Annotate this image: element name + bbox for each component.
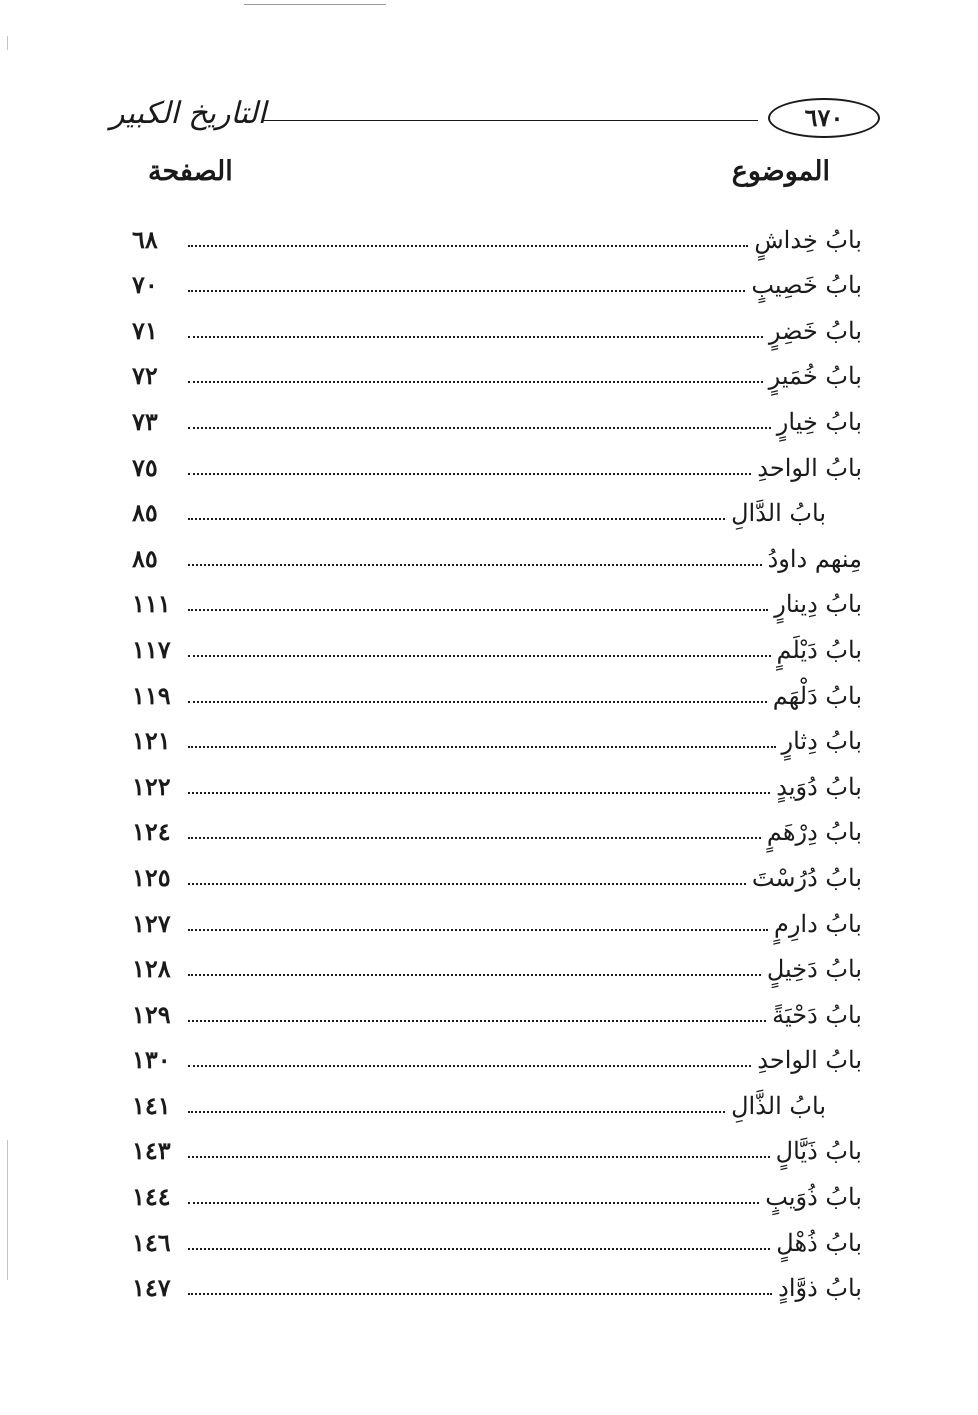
toc-entry (132, 349, 862, 395)
toc-entry (132, 1033, 862, 1079)
header-rule (262, 120, 758, 121)
toc-entry-page: ١٢١ (132, 726, 171, 756)
dot-leader (188, 1293, 772, 1295)
toc-entry-title: بابُ دارِمٍ (773, 909, 862, 938)
toc-entry (132, 1261, 862, 1307)
scan-margin-mark (7, 1140, 8, 1280)
toc-entry-title: بابُ دِثارٍ (781, 727, 862, 756)
toc-entry-page: ٦٨ (132, 224, 158, 254)
dot-leader (188, 290, 745, 292)
dot-leader (188, 1156, 770, 1158)
dot-leader (188, 473, 751, 475)
toc-entry (132, 258, 862, 304)
toc-entry-title: بابُ ذَيَّالٍ (775, 1137, 862, 1166)
toc-entry-title: بابُ الواحدِ (757, 453, 862, 482)
toc-entry-title: بابُ دَخِيلٍ (766, 955, 862, 984)
dot-leader (188, 929, 768, 931)
toc-entry (132, 1124, 862, 1170)
dot-leader (188, 1020, 766, 1022)
toc-entry-page: ١٢٧ (132, 908, 171, 938)
topic-column-heading: الموضوع (731, 156, 830, 187)
toc-entry (132, 896, 862, 942)
toc-entry (132, 1215, 862, 1261)
toc-entry-page: ٧٥ (132, 452, 158, 482)
toc-entry-page: ١١١ (132, 589, 171, 619)
toc-entry-page: ٨٥ (132, 543, 158, 573)
toc-entry-title: بابُ الواحدِ (757, 1046, 862, 1075)
toc-entry (132, 440, 862, 486)
toc-entry-title: بابُ الدَّالِ (731, 499, 826, 528)
toc-entry-page: ١٤٣ (132, 1136, 171, 1166)
toc-entry (132, 942, 862, 988)
toc-entry-page: ١٤٤ (132, 1182, 171, 1212)
toc-entry (132, 212, 862, 258)
toc-entry-title: بابُ خَصِيبٍ (751, 271, 862, 300)
toc-entry-title: مِنهم داودُ (767, 544, 862, 573)
toc-entry-page: ١٢٩ (132, 999, 171, 1029)
book-title: التاريخ الكبير (110, 96, 267, 131)
toc-entry-page: ٧٢ (132, 361, 158, 391)
toc-entry (132, 303, 862, 349)
toc-entry-page: ٧١ (132, 315, 158, 345)
dot-leader (188, 974, 761, 976)
dot-leader (188, 1248, 770, 1250)
toc-entry-page: ١٢٥ (132, 862, 171, 892)
toc-entry (132, 531, 862, 577)
toc-entry (132, 622, 862, 668)
page-column-heading: الصفحة (148, 156, 233, 187)
dot-leader (188, 336, 763, 338)
toc-entry-title: بابُ خِداشٍ (754, 225, 862, 254)
toc-entry (132, 987, 862, 1033)
dot-leader (188, 1065, 751, 1067)
toc-entry (132, 805, 862, 851)
dot-leader (188, 883, 746, 885)
toc-entry-title: بابُ ذُهْلٍ (776, 1228, 862, 1257)
toc-entry-title: بابُ ذوَّادٍ (778, 1274, 862, 1303)
toc-entry-title: بابُ دِينارٍ (774, 590, 862, 619)
toc-entry-title: بابُ خَضِرٍ (768, 316, 862, 345)
toc-entry-page: ١٢٨ (132, 954, 171, 984)
dot-leader (188, 655, 771, 657)
toc-entry (132, 577, 862, 623)
running-header (100, 92, 880, 146)
scan-hairline (244, 4, 386, 5)
dot-leader (188, 1111, 725, 1113)
toc-entry-page: ٧٠ (132, 270, 158, 300)
toc-entry-title: بابُ دَلْهَم (772, 681, 862, 710)
toc-entry-title: بابُ دُوَيدٍ (776, 772, 862, 801)
toc-entry-page: ١٤٦ (132, 1227, 171, 1257)
scan-margin-mark (7, 36, 8, 50)
toc-entry-title: بابُ خِيارٍ (776, 407, 862, 436)
toc-entry-title: بابُ دَحْيَةً (772, 1000, 862, 1029)
toc-entry-page: ١٢٢ (132, 771, 171, 801)
page-number: ٦٧٠ (768, 98, 880, 138)
toc-entry-page: ١٤١ (132, 1090, 171, 1120)
toc-entry-title: بابُ دَيْلَمٍ (776, 635, 862, 664)
dot-leader (188, 427, 771, 429)
toc-entry (132, 394, 862, 440)
dot-leader (188, 1202, 759, 1204)
dot-leader (188, 701, 767, 703)
dot-leader (188, 381, 763, 383)
toc-entry-title: بابُ الذَّالِ (731, 1091, 826, 1120)
table-of-contents (132, 212, 862, 1306)
toc-entry (132, 486, 862, 532)
toc-entry (132, 1169, 862, 1215)
toc-entry-page: ٨٥ (132, 498, 158, 528)
toc-entry-page: ٧٣ (132, 406, 158, 436)
toc-entry (132, 759, 862, 805)
toc-entry-page: ١١٩ (132, 680, 171, 710)
dot-leader (188, 792, 770, 794)
toc-entry-page: ١١٧ (132, 634, 171, 664)
toc-entry-title: بابُ خُمَيرٍ (768, 362, 862, 391)
toc-entry (132, 714, 862, 760)
dot-leader (188, 609, 768, 611)
dot-leader (188, 245, 748, 247)
toc-entry-title: بابُ دِرْهَمٍ (766, 818, 862, 847)
dot-leader (188, 746, 776, 748)
toc-entry (132, 668, 862, 714)
toc-entry-page: ١٢٤ (132, 817, 171, 847)
toc-entry-title: بابُ ذُوَيبٍ (765, 1183, 862, 1212)
toc-entry-page: ١٣٠ (132, 1045, 171, 1075)
toc-entry (132, 850, 862, 896)
toc-entry (132, 1078, 862, 1124)
toc-entry-title: بابُ دُرُسْتَ (751, 863, 862, 892)
dot-leader (188, 837, 761, 839)
toc-entry-page: ١٤٧ (132, 1273, 171, 1303)
dot-leader (188, 518, 725, 520)
dot-leader (188, 564, 762, 566)
